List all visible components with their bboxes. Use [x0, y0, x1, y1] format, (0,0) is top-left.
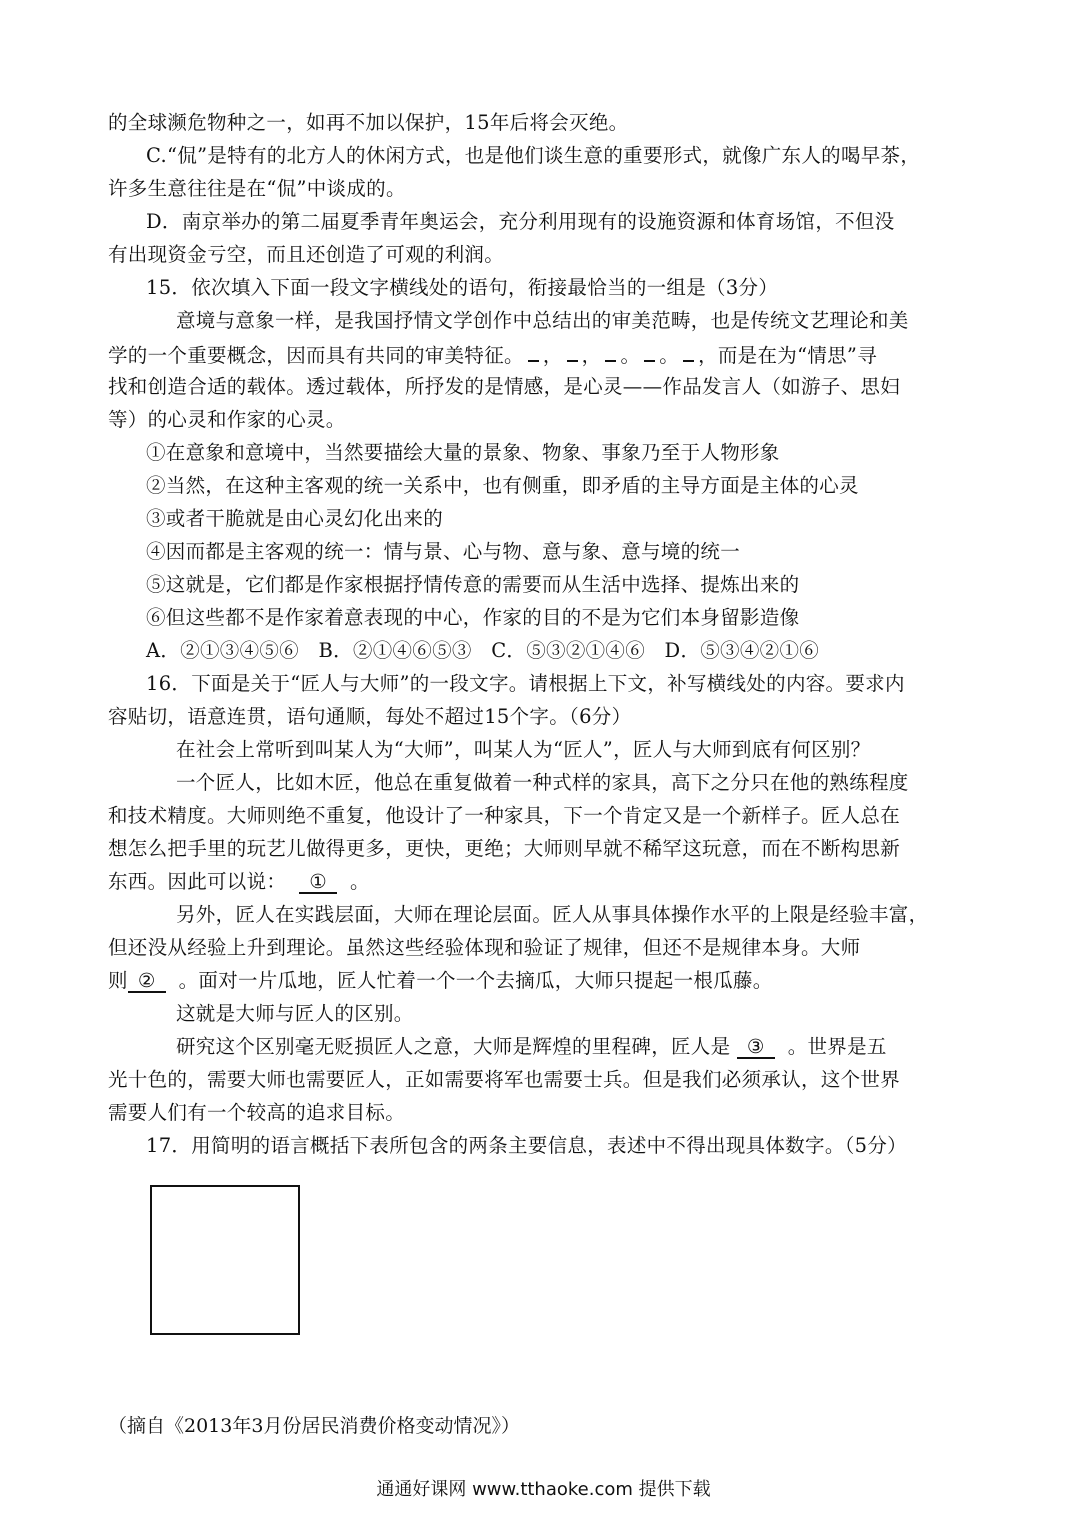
- q16-text: 。: [350, 870, 370, 893]
- q15-answer-choices: A．②①③④⑤⑥ B．②①④⑥⑤③ C．⑤③②①④⑥ D．⑤③④②①⑥: [146, 639, 820, 662]
- q16-paragraph-5-line-1: [176, 1037, 1056, 1059]
- q16-text: 。面对一片瓜地，匠人忙着一个一个去摘瓜，大师只提起一根瓜藤。: [178, 969, 773, 992]
- q15-sentence-4: ④因而都是主客观的统一：情与景、心与物、意与象、意与境的统一: [146, 540, 741, 563]
- source-citation: （摘自《2013年3月份居民消费价格变动情况》）: [108, 1415, 520, 1437]
- q15-passage-line-2: 学的一个重要概念，因而具有共同的审美特征。 ， ， 。 。 ，而是在为“情思”寻: [108, 344, 878, 367]
- q15-sentence-5: ⑤这就是，它们都是作家根据抒情传意的需要而从生活中选择、提炼出来的: [146, 573, 800, 596]
- q15-passage-line-1: 意境与意象一样，是我国抒情文学创作中总结出的审美范畴，也是传统文艺理论和美: [176, 309, 909, 332]
- q16-paragraph-2-line-2: 和技术精度。大师则绝不重复，他设计了一种家具，下一个肯定又是一个新样子。匠人总在: [108, 804, 901, 827]
- q16-paragraph-3-line-3: [108, 971, 988, 993]
- q16-text: 则: [108, 969, 128, 992]
- q16-text: 研究这个区别毫无贬损匠人之意，大师是辉煌的里程碑，匠人是: [176, 1035, 731, 1058]
- fill-blank: [567, 344, 578, 362]
- question-15-title: 15．依次填入下面一段文字横线处的语句，衔接最恰当的一组是（3分）: [146, 276, 779, 299]
- blank-1: ①: [299, 872, 337, 894]
- q16-paragraph-5-line-3: 需要人们有一个较高的追求目标。: [108, 1101, 406, 1124]
- fill-blank: [605, 344, 616, 362]
- q16-text: 。世界是五: [787, 1035, 887, 1058]
- option-c-line-2: 许多生意往往是在“侃”中谈成的。: [108, 177, 406, 200]
- question-17-title: 17．用简明的语言概括下表所包含的两条主要信息，表述中不得出现具体数字。（5分）: [146, 1134, 907, 1157]
- question-16-requirements: 容贴切，语意连贯，语句通顺，每处不超过15个字。（6分）: [108, 705, 632, 728]
- blank-2: ②: [128, 971, 166, 993]
- blank-3: ③: [737, 1037, 775, 1059]
- q16-paragraph-5-line-2: 光十色的，需要大师也需要匠人，正如需要将军也需要士兵。但是我们必须承认，这个世界: [108, 1068, 901, 1091]
- q16-paragraph-4: 这就是大师与匠人的区别。: [176, 1002, 414, 1025]
- q16-paragraph-2-line-3: 想怎么把手里的玩艺儿做得更多，更快，更绝；大师则早就不稀罕这玩意，而在不断构思新: [108, 837, 901, 860]
- option-d-line-1: D．南京举办的第二届夏季青年奥运会，充分利用现有的设施资源和体育场馆，不但没: [146, 210, 895, 233]
- q15-sentence-1: ①在意象和意境中，当然要描绘大量的景象、物象、事象乃至于人物形象: [146, 441, 780, 464]
- fill-blank: [644, 344, 655, 362]
- fill-blank: [528, 344, 539, 362]
- question-16-title: 16．下面是关于“匠人与大师”的一段文字。请根据上下文，补写横线处的内容。要求内: [146, 672, 905, 695]
- q16-paragraph-2-line-1: 一个匠人，比如木匠，他总在重复做着一种式样的家具，高下之分只在他的熟练程度: [176, 771, 909, 794]
- q15-sentence-3: ③或者干脆就是由心灵幻化出来的: [146, 507, 444, 530]
- page-footer: 通通好课网 www.tthaoke.com 提供下载: [376, 1479, 711, 1500]
- q15-passage-text: ，而是在为“情思”寻: [698, 344, 878, 367]
- q16-paragraph-1: 在社会上常听到叫某人为“大师”，叫某人为“匠人”，匠人与大师到底有何区别？: [176, 738, 871, 761]
- text-line: 的全球濒危物种之一，如再不加以保护，15年后将会灭绝。: [108, 111, 629, 134]
- q16-paragraph-2-line-4: [108, 872, 988, 894]
- option-c-line-1: C.“侃”是特有的北方人的休闲方式，也是他们谈生意的重要形式，就像广东人的喝早茶，: [146, 144, 921, 167]
- q15-passage-line-4: 等）的心灵和作家的心灵。: [108, 408, 346, 431]
- q16-paragraph-3-line-1: 另外，匠人在实践层面，大师在理论层面。匠人从事具体操作水平的上限是经验丰富，: [176, 903, 929, 926]
- q15-sentence-6: ⑥但这些都不是作家着意表现的中心，作家的目的不是为它们本身留影造像: [146, 606, 800, 629]
- q15-passage-line-3: 找和创造合适的载体。透过载体，所抒发的是情感，是心灵——作品发言人（如游子、思妇: [108, 375, 901, 398]
- q16-text: 东西。因此可以说：: [108, 870, 287, 893]
- q15-sentence-2: ②当然，在这种主客观的统一关系中，也有侧重，即矛盾的主导方面是主体的心灵: [146, 474, 859, 497]
- option-d-line-2: 有出现资金亏空，而且还创造了可观的利润。: [108, 243, 505, 266]
- q15-passage-text: 学的一个重要概念，因而具有共同的审美特征。: [108, 344, 524, 367]
- fill-blank: [683, 344, 694, 362]
- table-image-placeholder: [150, 1185, 300, 1335]
- q16-paragraph-3-line-2: 但还没从经验上升到理论。虽然这些经验体现和验证了规律，但还不是规律本身。大师: [108, 936, 861, 959]
